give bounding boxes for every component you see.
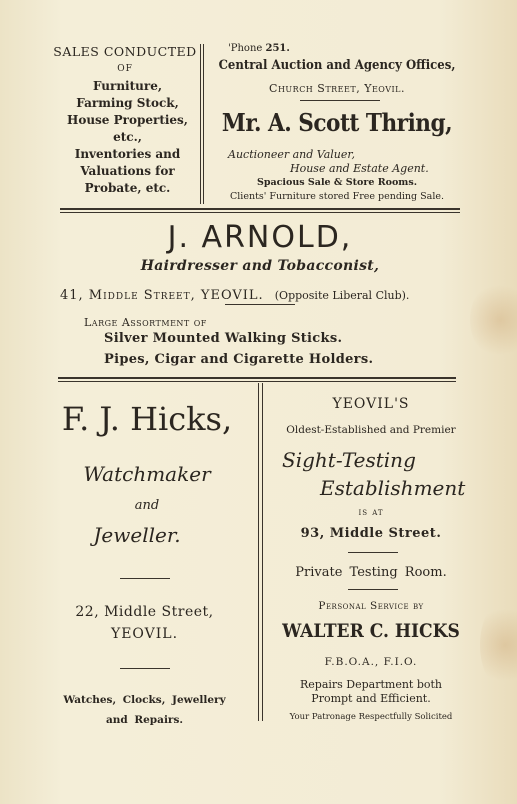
is-at: is at (358, 507, 384, 518)
personal-service: Personal Service by (318, 600, 424, 612)
walking-sticks: Silver Mounted Walking Sticks. (104, 331, 343, 346)
arnold-trade: Hairdresser and Tobacconist, (140, 258, 380, 274)
short-rule (120, 578, 170, 579)
vertical-rule (262, 383, 263, 721)
middle-street: 93, Middle Street. (300, 526, 442, 541)
section-divider (58, 381, 456, 382)
scott-thring-name: Mr. A. Scott Thring, (221, 108, 453, 137)
short-rule (300, 100, 380, 101)
sales-of: OF (117, 64, 133, 74)
large-assortment: Large Assortment of (84, 316, 207, 329)
vertical-rule (258, 383, 259, 721)
pipes-holders: Pipes, Cigar and Cigarette Holders. (104, 352, 374, 367)
qualifications: F.B.O.A., F.I.O. (324, 656, 418, 668)
short-rule (225, 304, 295, 305)
phone-line (228, 43, 290, 54)
short-rule (348, 552, 398, 553)
goods-line: Watches, Clocks, Jewellery (63, 694, 226, 706)
vertical-rule (203, 44, 204, 204)
arnold-address-line (60, 284, 460, 303)
sales-item: Inventories and (74, 147, 181, 161)
fj-hicks-town: YEOVIL. (110, 626, 179, 642)
walter-hicks-name: WALTER C. HICKS (282, 620, 460, 642)
age-stain (470, 280, 517, 360)
phone-label: 'Phone (228, 43, 263, 54)
sales-item: etc., (113, 130, 142, 144)
vertical-rule (200, 44, 201, 204)
sales-item: Valuations for (80, 164, 175, 178)
arnold-name: J. ARNOLD, (167, 220, 353, 255)
phone-number: 251. (265, 43, 290, 54)
auctioneer-title: Auctioneer and Valuer, (228, 148, 355, 161)
jeweller: Jeweller. (93, 523, 181, 547)
repairs-line: Prompt and Efficient. (311, 692, 431, 705)
sales-conducted: SALES CONDUCTED (53, 44, 197, 59)
yeovils: YEOVIL'S (332, 396, 410, 412)
sales-item: Probate, etc. (84, 181, 171, 195)
goods-line: and Repairs. (105, 714, 184, 726)
and-word: and (134, 498, 160, 513)
section-divider (60, 208, 460, 210)
patronage: Your Patronage Respectfully Solicited (289, 712, 453, 722)
section-divider (60, 212, 460, 213)
establishment: Establishment (320, 476, 466, 500)
sale-rooms: Spacious Sale & Store Rooms. (256, 177, 418, 188)
sales-item: Farming Stock, (76, 96, 179, 110)
arnold-address: 41, Middle Street, YEOVIL. (60, 288, 264, 303)
short-rule (348, 589, 398, 590)
sales-list (55, 78, 200, 197)
arnold-opposite: (Opposite Liberal Club). (274, 289, 410, 302)
age-stain (480, 600, 517, 690)
sales-item: Furniture, (92, 79, 163, 93)
furniture-stored: Clients' Furniture stored Free pending Sale. (229, 191, 445, 202)
house-agent-title: House and Estate Agent. (290, 162, 429, 175)
section-divider (58, 377, 456, 379)
sight-testing: Sight-Testing (282, 448, 416, 472)
fj-hicks-street: 22, Middle Street, (75, 604, 214, 620)
repairs (266, 678, 476, 706)
repairs-line: Repairs Department both (299, 678, 443, 691)
fj-hicks-goods (52, 690, 237, 730)
short-rule (120, 668, 170, 669)
sales-item: House Properties, (66, 113, 188, 127)
watchmaker: Watchmaker (83, 462, 211, 486)
fj-hicks-name: F. J. Hicks, (61, 400, 233, 438)
church-street: Church Street, Yeovil. (269, 82, 405, 95)
private-testing-room: Private Testing Room. (295, 565, 447, 580)
auction-offices: Central Auction and Agency Offices, (218, 58, 456, 73)
oldest-established: Oldest-Established and Premier (286, 424, 456, 436)
